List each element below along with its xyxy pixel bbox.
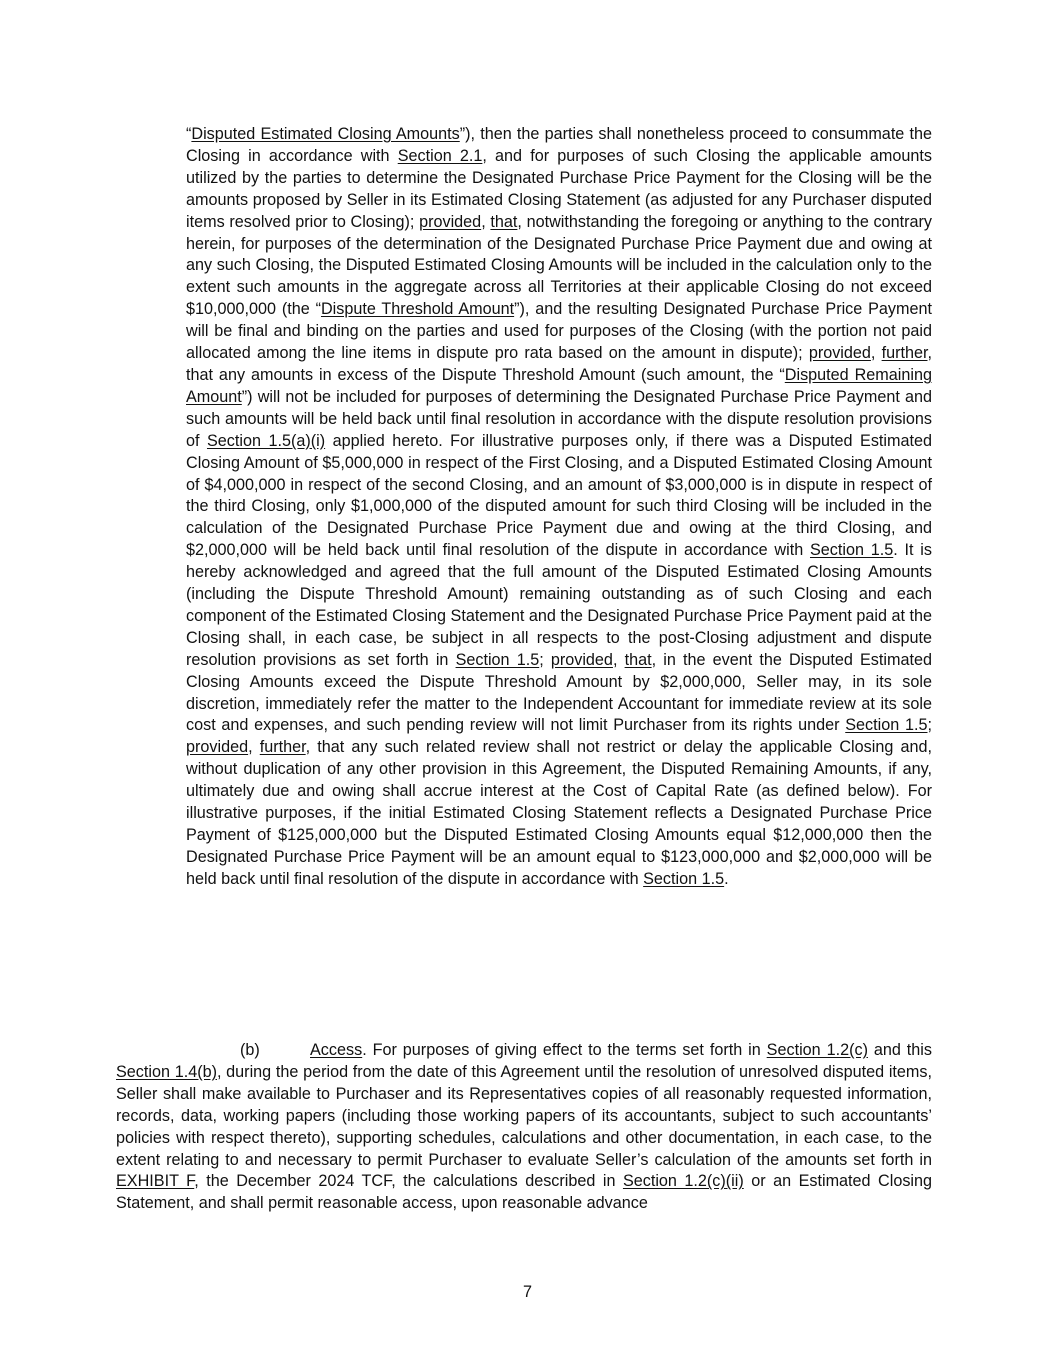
text-run: , xyxy=(248,738,260,757)
underlined-term: that xyxy=(624,650,652,669)
text-run: , and for purposes of such Closing the applicable amounts utilized by the parties to determine the Designated Purchase Price Payment for the Closing will be the amounts proposed by Seller in its Estimated Closing Statement (as adjusted for any Purchaser disputed items resolved prior to Closing); xyxy=(186,146,932,231)
defined-term-disputed-estimated-closing-amounts: Disputed Estimated Closing Amounts xyxy=(191,125,460,143)
section-reference[interactable]: Section 2.1 xyxy=(397,146,483,165)
section-reference[interactable]: Section 1.5 xyxy=(643,869,725,888)
text-run: . For purposes of giving effect to the terms set forth in xyxy=(362,1041,767,1059)
text-run: , in the event the Disputed Estimated Closing Amounts exceed the Dispute Threshold Amount by $2,000,000, Seller may, in its sole discretion, immediately refer the matter to the Independent Accountant for immediate review at its sole cost and expenses, and such pending review will not limit Purchaser from its rights under xyxy=(186,650,932,735)
text-run: ; xyxy=(539,650,551,669)
text-run: or an Estimated Closing Statement, and shall permit reasonable access, upon reasonable advance xyxy=(116,1172,933,1213)
text-run: , that any such related review shall not restrict or delay the applicable Closing and, without duplication of any other provision in this Agreement, the Disputed Remaining Amounts, if any, ultimately due and owing shall accrue interest at the Cost of Capital Rate (as defined below). For illustrative purposes, if the initial Estimated Closing Statement reflects a Designated Purchase Price Payment of $125,000,000 but the Disputed Estimated Closing Amounts equal $12,000,000 then the Designated Purchase Price Payment will be an amount equal to $123,000,000 and $2,000,000 will be held back until final resolution of the dispute in accordance with xyxy=(186,738,932,888)
text-run: , xyxy=(870,344,882,363)
text-run: , notwithstanding the foregoing or anything to the contrary herein, for purposes of the determination of the Designated Purchase Price Payment due and owing at any such Closing, the Disputed Estimated Closing Amounts will be included in the calculation only to the extent such amounts in the aggregate across all Territories at their applicable Closing do not exceed $10,000,000 (the “ xyxy=(186,212,933,319)
underlined-term: further xyxy=(259,738,306,757)
underlined-term: provided xyxy=(186,738,249,757)
text-run: ”) will not be included for purposes of determining the Designated Purchase Price Payment and such amounts will be held back until final resolution in accordance with the dispute resolution provisions of xyxy=(186,387,932,450)
paragraph-a-continuation xyxy=(186,124,932,891)
text-run: , that any amounts in excess of the Dispute Threshold Amount (such amount, the “ xyxy=(186,344,932,384)
section-reference[interactable]: Section 1.2(c) xyxy=(766,1041,868,1059)
paragraph-heading-access: Access xyxy=(310,1041,363,1059)
text-run: and this xyxy=(867,1041,932,1059)
text-run: , during the period from the date of this Agreement until the resolution of unresolved disputed items, Seller shall make available to Purchaser and its Representatives copies of all reasonably requested information, records, data, working papers (including those working papers of its accountants, subject to such accountants’ policies with respect thereto), supporting schedules, calculations and other documentation, in each case, to the extent relating to and necessary to permit Purchaser to evaluate Seller’s calculation of the amounts set forth in xyxy=(116,1062,932,1169)
section-reference[interactable]: Section 1.5(a)(i) xyxy=(206,431,326,450)
text-run: applied hereto. For illustrative purposes only, if there was a Disputed Estimated Closing Amount of $5,000,000 in respect of the First Closing, and a Disputed Estimated Closing Amount of $4,000,000 in respect of the second Closing, and an amount of $3,000,000 is in dispute in respect of the third Closing, only $1,000,000 of the disputed amount for such third Closing will be included in the calculation of the Designated Purchase Price Payment due and owing at the third Closing, and $2,000,000 will be held back until final resolution of the dispute in accordance with xyxy=(186,431,932,560)
text-run: . It is hereby acknowledged and agreed that the full amount of the Disputed Estimated Closing Amounts (including the Dispute Threshold Amount) remaining outstanding as of such Closing and each component of the Estimated Closing Statement and the Designated Purchase Price Payment paid at the Closing shall, in each case, be subject in all respects to the post-Closing adjustment and dispute resolution provisions as set forth in xyxy=(186,541,932,669)
section-reference[interactable]: Section 1.5 xyxy=(845,716,928,735)
text-run: ; xyxy=(927,716,932,735)
page-number: 7 xyxy=(522,1283,532,1301)
underlined-term: provided xyxy=(808,344,871,363)
underlined-term: that xyxy=(490,212,518,231)
section-reference[interactable]: Section 1.4(b) xyxy=(116,1062,217,1081)
defined-term-disputed-remaining-amount: Disputed Remaining Amount xyxy=(186,365,932,406)
underlined-term: provided xyxy=(419,212,482,231)
defined-term-dispute-threshold-amount: Dispute Threshold Amount xyxy=(320,300,515,319)
text-run: , the December 2024 TCF, the calculations described in xyxy=(194,1172,623,1191)
paragraph-label: (b) xyxy=(240,1041,260,1059)
exhibit-reference[interactable]: EXHIBIT F xyxy=(116,1172,195,1191)
underlined-term: further xyxy=(881,344,928,363)
underlined-term: provided xyxy=(550,650,613,669)
section-reference[interactable]: Section 1.5 xyxy=(455,650,540,669)
text-run: “ xyxy=(186,125,192,143)
paragraph-b-access xyxy=(116,1040,932,1215)
section-reference[interactable]: Section 1.2(c)(ii) xyxy=(622,1172,744,1191)
text-run: , xyxy=(612,650,625,669)
text-run: , xyxy=(481,212,491,231)
text-run: . xyxy=(724,869,729,888)
text-run: ”), and the resulting Designated Purchase Price Payment will be final and binding on the parties and used for purposes of the Closing (with the portion not paid allocated among the line items in dispute pro rata based on the amount in dispute); xyxy=(186,300,932,363)
text-run: ”), then the parties shall nonetheless proceed to consummate the Closing in accordance with xyxy=(186,125,932,165)
paragraph-indent xyxy=(116,1041,240,1059)
section-reference[interactable]: Section 1.5 xyxy=(809,541,894,560)
